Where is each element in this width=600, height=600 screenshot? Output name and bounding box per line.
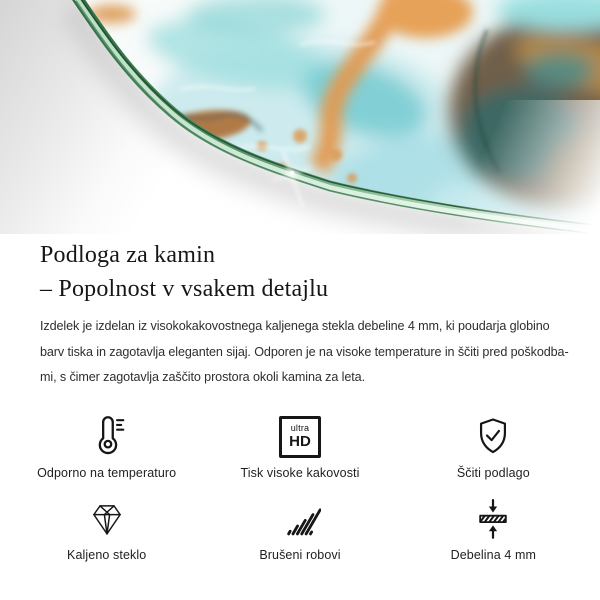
feature-label: Brušeni robovi — [259, 547, 341, 562]
shield-check-icon — [471, 410, 515, 458]
ultra-hd-icon — [279, 410, 321, 458]
glass-panel-photo — [0, 0, 600, 234]
diamond-icon — [86, 492, 128, 540]
white-fade — [300, 100, 600, 234]
product-image — [0, 0, 600, 234]
description-line: Izdelek je izdelan iz visokokakovostnega kaljenega stekla debeline 4 mm, ki poudarja globino — [40, 319, 550, 333]
feature-label: Odporno na temperaturo — [37, 465, 177, 480]
polished-edges-icon — [279, 492, 321, 540]
feature-item — [10, 492, 203, 562]
thermometer-icon — [84, 410, 130, 458]
feature-label: Debelina 4 mm — [450, 547, 536, 562]
feature-label: Ščiti podlago — [456, 465, 530, 480]
ultra-hd-text-top: ultra — [290, 423, 310, 433]
thickness-icon — [471, 492, 515, 540]
description-line: barv tiska in zagotavlja eleganten sijaj. Odporen je na visoke temperature in ščiti pred poškodba- — [40, 344, 569, 359]
feature-label: Kaljeno steklo — [67, 547, 147, 562]
features-grid — [0, 410, 600, 562]
feature-label: Tisk visoke kakovosti — [240, 465, 360, 480]
feature-item — [397, 410, 590, 480]
page-title — [40, 238, 560, 306]
feature-item — [10, 410, 203, 480]
product-info-section — [0, 234, 600, 562]
product-description — [40, 314, 569, 391]
description-line: mi, s čimer zagotavlja zaščito prostora okoli kamina za leta. — [40, 370, 365, 384]
feature-item — [203, 410, 396, 480]
title-line-2: – Popolnost v vsakem detajlu — [40, 276, 329, 302]
feature-item — [203, 492, 396, 562]
feature-item — [397, 492, 590, 562]
title-line-1: Podloga za kamin — [40, 242, 216, 268]
ultra-hd-text-bottom: HD — [289, 433, 311, 450]
